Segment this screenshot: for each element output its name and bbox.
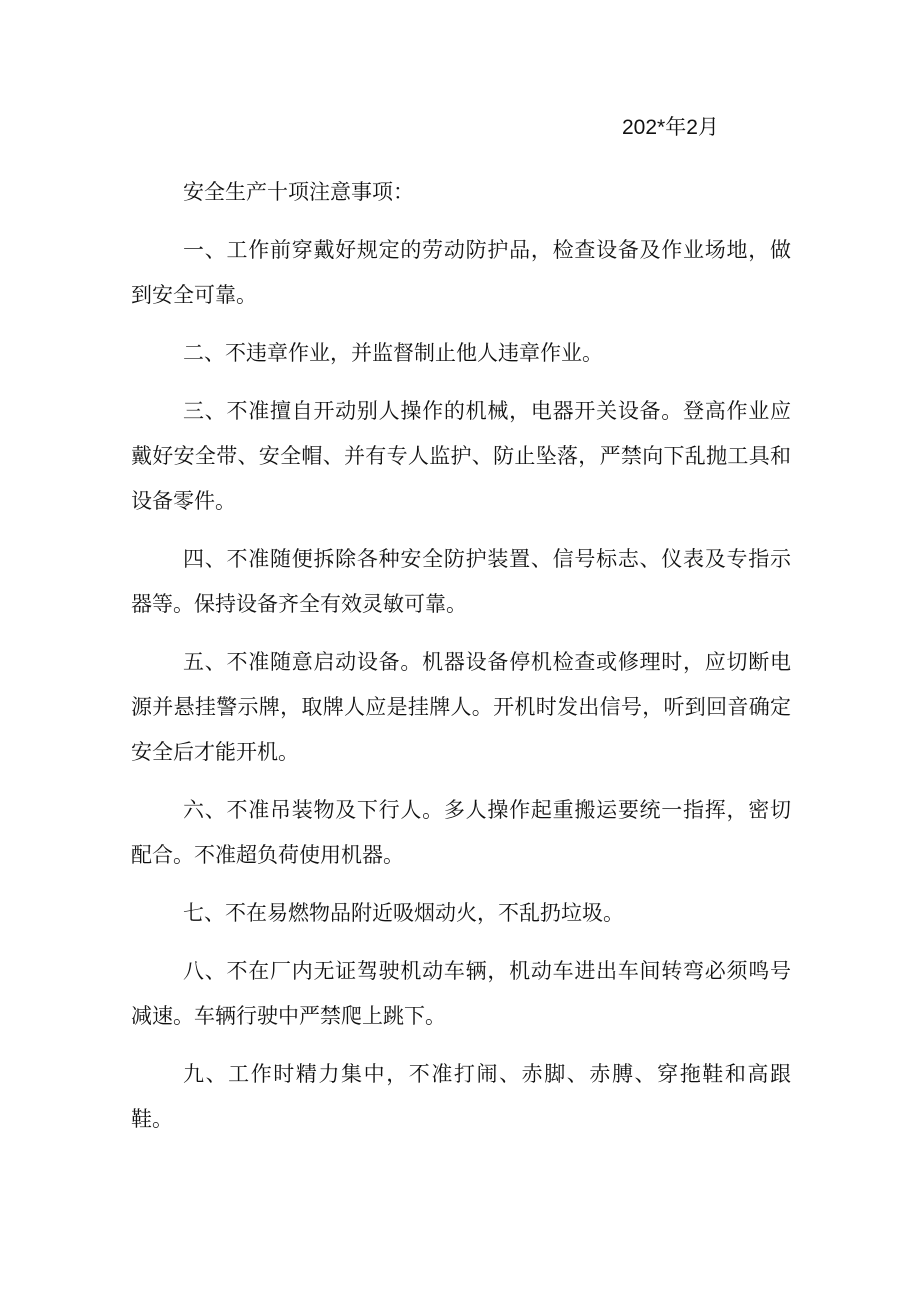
rule-item-6: 六、不准吊装物及下行人。多人操作起重搬运要统一指挥，密切配合。不准超负荷使用机器。 bbox=[131, 798, 791, 867]
rule-item-3: 三、不准擅自开动别人操作的机械，电器开关设备。登高作业应戴好安全带、安全帽、并有专人监护、防止坠落，严禁向下乱抛工具和设备零件。 bbox=[131, 399, 791, 513]
rule-item-8: 八、不在厂内无证驾驶机动车辆，机动车进出车间转弯必须鸣号减速。车辆行驶中严禁爬上跳下。 bbox=[131, 959, 791, 1028]
section-heading: 安全生产十项注意事项： bbox=[183, 180, 414, 204]
rule-item-4: 四、不准随便拆除各种安全防护装置、信号标志、仪表及专指示器等。保持设备齐全有效灵敏可靠。 bbox=[131, 547, 791, 616]
rule-item-7: 七、不在易燃物品附近吸烟动火，不乱扔垃圾。 bbox=[183, 901, 624, 925]
rule-item-5: 五、不准随意启动设备。机器设备停机检查或修理时，应切断电源并悬挂警示牌，取牌人应是挂牌人。开机时发出信号，听到回音确定安全后才能开机。 bbox=[131, 650, 791, 764]
rule-item-1: 一、工作前穿戴好规定的劳动防护品，检查设备及作业场地，做到安全可靠。 bbox=[131, 238, 791, 307]
rule-item-2: 二、不违章作业，并监督制止他人违章作业。 bbox=[183, 341, 603, 365]
document-date: 202*年2月 bbox=[622, 116, 719, 139]
document-body bbox=[131, 170, 791, 1155]
rule-item-9: 九、工作时精力集中，不准打闹、赤脚、赤膊、穿拖鞋和高跟鞋。 bbox=[131, 1062, 791, 1131]
